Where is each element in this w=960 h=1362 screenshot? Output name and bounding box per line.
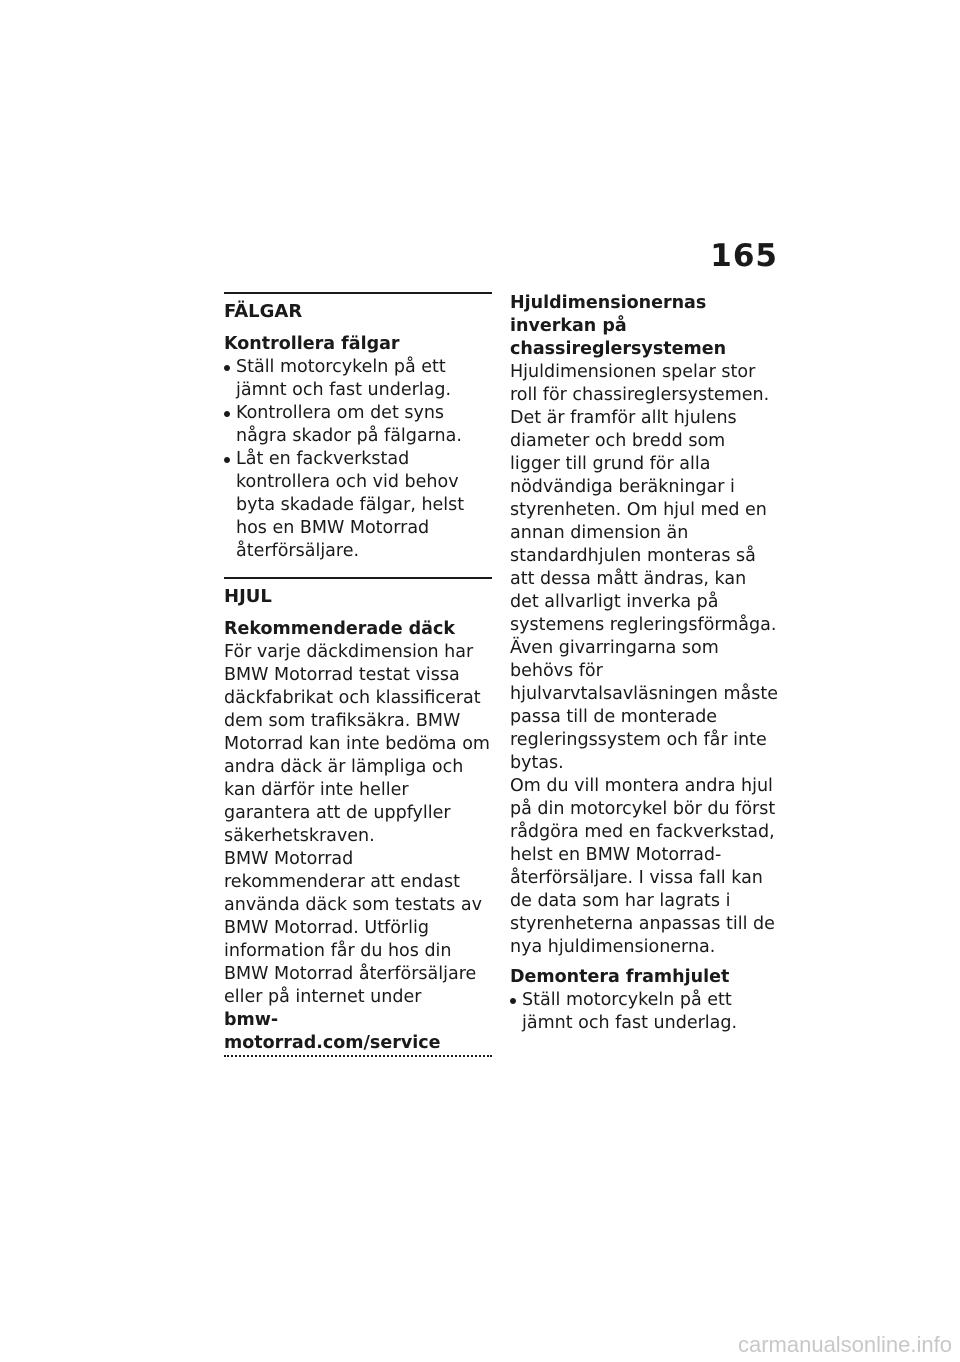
- bullet-item: Kontrollera om det syns några skador på fälgarna.: [224, 402, 492, 448]
- bullet-icon: [224, 457, 230, 463]
- service-link[interactable]: bmw-motorrad.com/service: [224, 1009, 492, 1057]
- section-heading-falgar: FÄLGAR: [224, 292, 492, 331]
- demontera-bullet-list: [510, 989, 778, 1035]
- subheading-kontrollera-falgar: Kontrollera fälgar: [224, 334, 400, 354]
- paragraph-dack-2: BMW Motorrad rekommenderar att endast använda däck som testats av BMW Motorrad. Utförlig information får du hos din BMW Motorrad återförsäljare eller på internet under: [224, 849, 482, 1007]
- paragraph-dack-1: För varje däckdimension har BMW Motorrad testat vissa däckfabrikat och klassificerat dem som trafiksäkra. BMW Motorrad kan inte bedöma om andra däck är lämpliga och kan därför inte heller garantera att de uppfyller säkerhetskraven.: [224, 642, 490, 846]
- paragraph-hjuldim-3: Om du vill montera andra hjul på din motorcykel bör du först rådgöra med en fackverkstad, helst en BMW Motorrad-återförsäljare. I vissa fall kan de data som har lagrats i styrenheterna anpassas till de nya hjuldimensionerna.: [510, 776, 776, 957]
- bullet-item: Låt en fackverkstad kontrollera och vid behov byta skadade fälgar, helst hos en BMW Motorrad återförsäljare.: [224, 448, 492, 563]
- page-number: 165: [710, 238, 778, 274]
- bullet-item: Ställ motorcykeln på ett jämnt och fast underlag.: [510, 989, 778, 1035]
- bullet-icon: [510, 998, 516, 1004]
- watermark: carmanualsonline.info: [737, 1332, 952, 1357]
- bullet-icon: [224, 411, 230, 417]
- bullet-icon: [224, 365, 230, 371]
- left-column: [224, 292, 492, 1057]
- paragraph-hjuldim-2: Även givarringarna som behövs för hjulvarvtalsavläsningen måste passa till de monterade regleringssystem och får inte bytas.: [510, 638, 778, 773]
- kontrollera-bullet-list: [224, 356, 492, 563]
- paragraph-hjuldim-1: Hjuldimensionen spelar stor roll för chassireglersystemen. Det är framför allt hjulens diameter och bredd som ligger till grund för alla nödvändiga beräkningar i styrenheten. Om hjul med en annan dimension än standardhjulen monteras så att dessa mått ändras, kan det allvarligt inverka på systemens regleringsförmåga.: [510, 362, 777, 635]
- section-heading-hjul: HJUL: [224, 577, 492, 616]
- subheading-rekommenderade-dack: Rekommenderade däck: [224, 619, 456, 639]
- subheading-demontera-framhjulet: Demontera framhjulet: [510, 967, 730, 987]
- bullet-item: Ställ motorcykeln på ett jämnt och fast underlag.: [224, 356, 492, 402]
- right-column: [510, 292, 778, 1035]
- subheading-hjuldimensionernas-inverkan: Hjuldimensionernas inverkan på chassireglersystemen: [510, 293, 727, 359]
